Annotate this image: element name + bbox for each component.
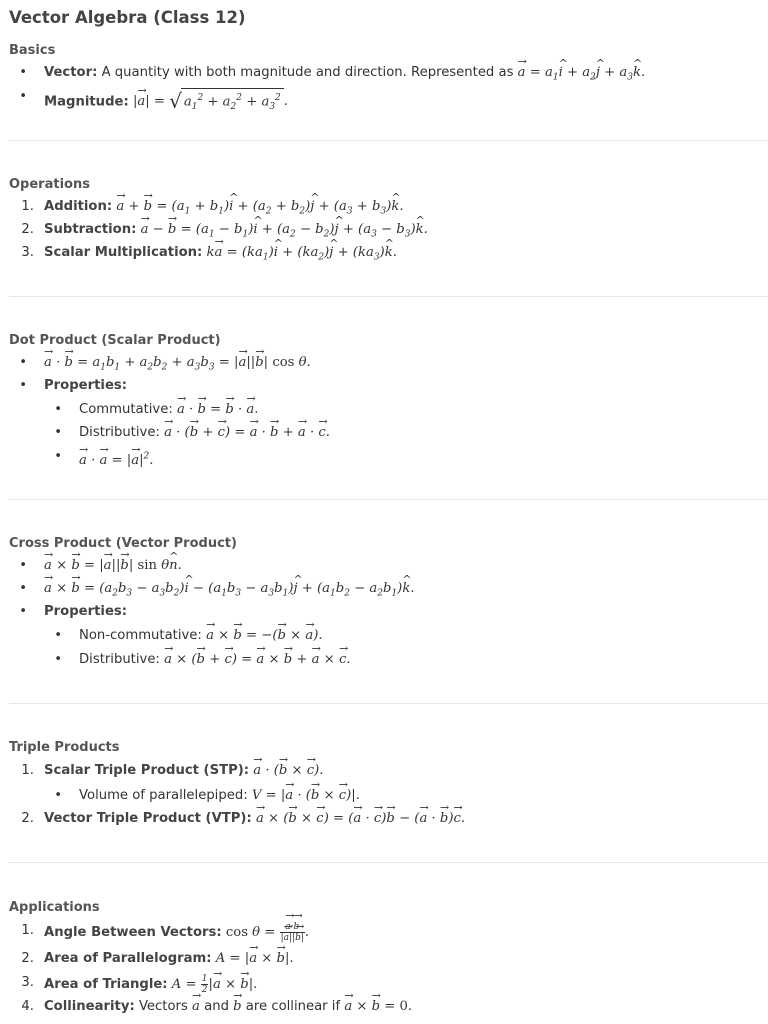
math-expression: → a · (→ b × → c). [253,763,323,778]
math-expression: → a × → b = 0. [344,999,412,1014]
section-heading-operations: Operations [9,177,90,192]
item-label: Area of Parallelogram: [44,951,212,966]
item-text: Volume of parallelepiped: [79,788,248,803]
math-expression: → a × → b = |→ a||→ b| sin θ^ n. [44,558,182,573]
list-number: 2. [21,811,34,826]
item-label: Subtraction: [44,222,137,237]
item-text: Commutative: [79,402,173,417]
list-number: 3. [21,245,34,260]
math-expression: A = $\frac{1}{2}$ |→ a × → b|. [172,977,258,992]
page-title: Vector Algebra (Class 12) [9,8,246,27]
bullet-icon: • [19,89,27,104]
item-label: Scalar Multiplication: [44,245,203,260]
math-expression: → a × → $b = (a_2b_3$ − $a_3b_2)\^{}$ $i - (a_1b_3$ − $a_3b_1)\^{}$ $j + (a_1b_2$ − $a_2b_1)\^{}$ k. [44,581,415,596]
item-label: Properties: [44,378,128,393]
section-divider [9,703,768,704]
bullet-icon: • [54,425,62,440]
item-text: Distributive: [79,652,160,667]
item-label: Vector Triple Product (VTP): [44,811,252,826]
item-label: Collinearity: [44,999,135,1014]
math-expression: → a × (→ b + → c) = → a × → b + → a × → c. [164,652,350,667]
math-expression: → a − → $b = (a_1$ − $b_1)\^{}$ $i + (a_2$ − $b_2)\^{}$ $j + (a_3$ − $b_3)\^{}$ k. [141,222,428,237]
section-divider [9,296,768,297]
math-expression: → a + → $b = (a_1$ + $b_1)\^{}$ $i + (a_2$ + $b_2)\^{}$ $j + (a_3$ + $b_3)\^{}$ k. [116,199,403,214]
item-label: Magnitude: [44,94,129,110]
math-expression: → a · → b = → b · → a. [177,402,258,417]
section-heading-dot-product: Dot Product (Scalar Product) [9,333,221,348]
section-divider [9,499,768,500]
section-divider [9,140,768,141]
section-heading-applications: Applications [9,900,100,915]
item-label: Addition: [44,199,113,214]
bullet-icon: • [19,558,27,573]
bullet-icon: • [54,652,62,667]
section-divider [9,862,768,863]
math-expression: → a [192,999,200,1014]
item-text: and [204,999,229,1014]
list-number: 1. [21,199,34,214]
bullet-icon: • [19,378,27,393]
bullet-icon: • [19,355,27,370]
item-text: are collinear if [245,999,341,1014]
section-heading-cross-product: Cross Product (Vector Product) [9,536,237,551]
math-expression: → a × → b = −(→ b × → a). [206,628,323,643]
item-text: Distributive: [79,425,160,440]
bullet-icon: • [54,628,62,643]
list-number: 3. [21,975,34,990]
item-label: Properties: [44,604,128,619]
bullet-icon: • [19,581,27,596]
bullet-icon: • [19,604,27,619]
item-label: Vector: [44,65,98,80]
math-expression: → $a = a_1\^{}$ $i + a_2\^{}$ $j + a_3\^{}$ k. [518,65,645,80]
math-expression: |→ a| = √ $a_1^2 + a_2^2 + a_3^2$ . [133,94,288,109]
bullet-icon: • [19,65,27,80]
section-heading-basics: Basics [9,43,56,58]
math-expression: → a · (→ b + → c) = → a · → b + → a · → c. [164,425,330,440]
section-heading-triple-products: Triple Products [9,740,120,755]
list-number: 2. [21,951,34,966]
math-expression: → a × (→ b × → c) = (→ a · → c)→ b − (→ a · → b)→ c. [256,811,465,826]
bullet-icon: • [54,788,62,803]
math-expression: cos θ = → $\frac{a\cdot\to b}{|\to a||\to b|}$ . [226,925,309,940]
bullet-icon: • [54,449,62,464]
list-number: 1. [21,763,34,778]
math-expression: V = |→ a · (→ b × → c)|. [252,788,360,803]
math-expression: A = |→ a × → b|. [216,951,294,966]
item-label: Scalar Triple Product (STP): [44,763,250,778]
bullet-icon: • [54,402,62,417]
math-expression: → b [233,999,241,1014]
math-expression: → a · → a = |→ $a|^2$. [79,453,153,468]
math-expression: $k\to a = (ka_1)\^{}$ $i + (ka_2)\^{}$ $j + (ka_3)\^{}$ k. [207,245,397,260]
item-text: Vectors [138,999,188,1014]
list-number: 1. [21,923,34,938]
item-label: Area of Triangle: [44,977,168,992]
math-expression: → a · → $b = a_1b_1 + a_2b_2 + a_3b_3$ = |→ a||→ b| cos θ. [44,355,311,370]
list-number: 2. [21,222,34,237]
item-label: Angle Between Vectors: [44,925,222,940]
list-number: 4. [21,999,34,1014]
item-text: A quantity with both magnitude and direction. Represented as [101,65,514,80]
item-text: Non-commutative: [79,628,202,643]
